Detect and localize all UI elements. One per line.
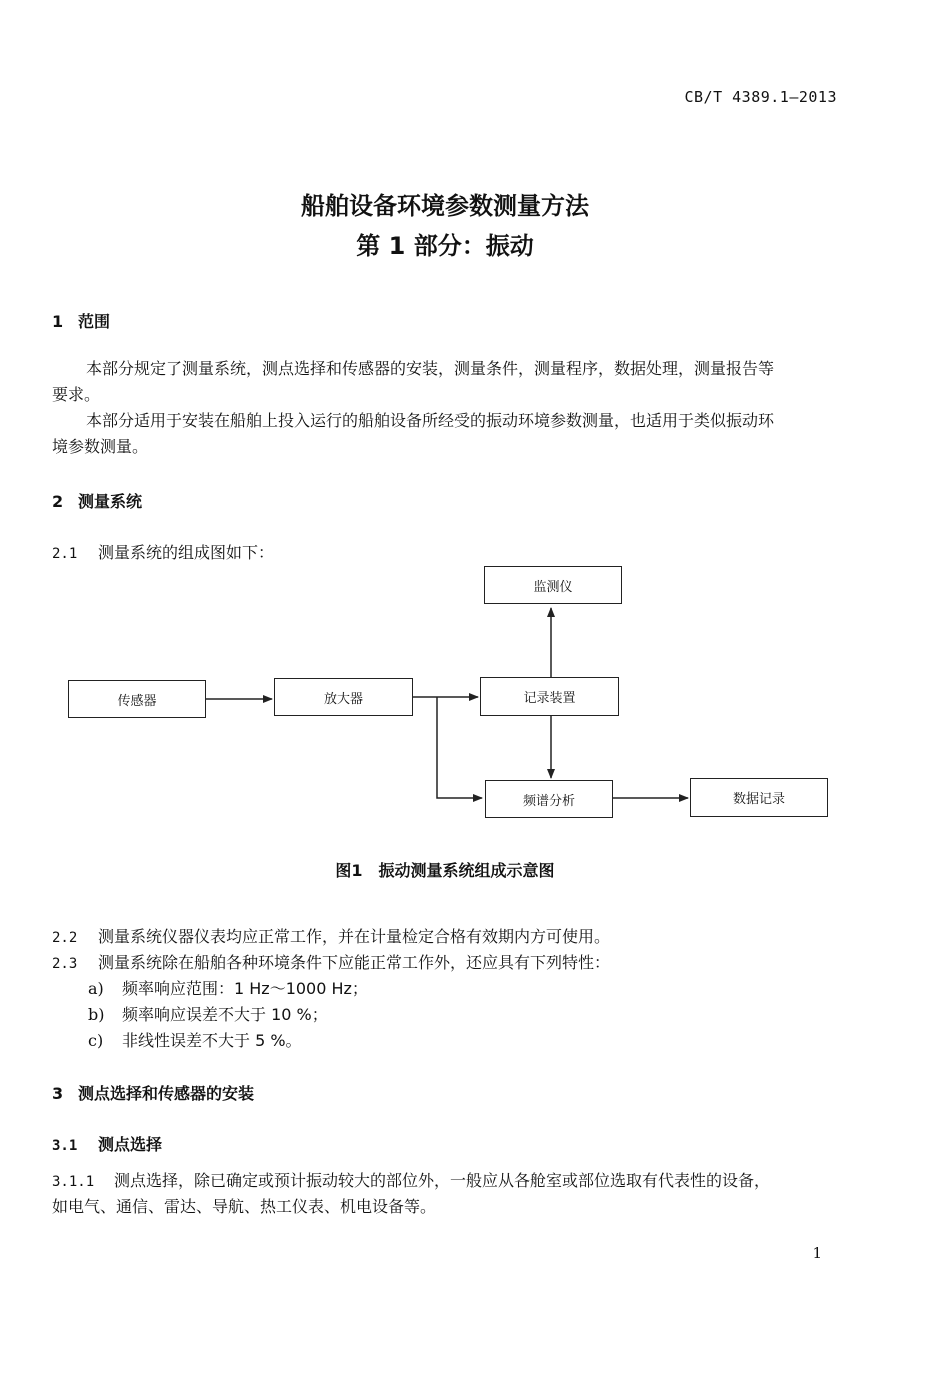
list-item-a bbox=[88, 976, 368, 999]
clause-number: 3.1.1 bbox=[52, 1174, 95, 1190]
clause-text: 测量系统除在船舶各种环境条件下应能正常工作外，还应具有下列特性： bbox=[98, 953, 611, 972]
clause-3-1 bbox=[52, 1132, 162, 1155]
clause-2-2 bbox=[52, 924, 610, 947]
clause-number: 2.3 bbox=[52, 956, 78, 972]
list-item-c bbox=[88, 1028, 302, 1051]
list-text: 频率响应误差不大于 10 %； bbox=[122, 1005, 328, 1024]
section-number: 3 bbox=[52, 1084, 64, 1103]
list-text: 频率响应范围：1 Hz～1000 Hz； bbox=[122, 979, 368, 998]
box-data-record bbox=[690, 778, 828, 817]
clause-number: 3.1 bbox=[52, 1138, 78, 1154]
clause-text: 测量系统仪器仪表均应正常工作，并在计量检定合格有效期内方可使用。 bbox=[98, 927, 611, 946]
paragraph-line: 境参数测量。 bbox=[52, 437, 149, 456]
list-mark: b) bbox=[88, 1005, 105, 1024]
document-subtitle: 第 1 部分：振动 bbox=[356, 232, 534, 260]
list-mark: a) bbox=[88, 979, 104, 998]
page-number: 1 bbox=[812, 1244, 822, 1262]
section-number: 2 bbox=[52, 492, 64, 511]
box-sensor bbox=[68, 680, 206, 718]
paragraph-line: 要求。 bbox=[52, 385, 101, 404]
box-label: 记录装置 bbox=[523, 691, 576, 706]
box-monitor bbox=[484, 566, 622, 604]
clause-number: 2.2 bbox=[52, 930, 78, 946]
clause-number: 2.1 bbox=[52, 546, 78, 562]
section-title: 测点选择和传感器的安装 bbox=[78, 1084, 255, 1103]
box-label: 数据记录 bbox=[732, 792, 785, 807]
section-number: 1 bbox=[52, 312, 64, 331]
clause-3-1-1 bbox=[52, 1168, 770, 1191]
box-label: 放大器 bbox=[323, 691, 363, 707]
box-label: 传感器 bbox=[117, 693, 157, 709]
figure-caption: 图1 振动测量系统组成示意图 bbox=[335, 861, 555, 880]
box-amplifier bbox=[274, 678, 413, 716]
list-text: 非线性误差不大于 5 %。 bbox=[122, 1031, 302, 1050]
section-title: 测量系统 bbox=[78, 492, 143, 511]
clause-text: 测点选择 bbox=[98, 1135, 163, 1154]
clause-text: 测量系统的组成图如下： bbox=[98, 543, 275, 562]
clause-text: 测点选择，除已确定或预计振动较大的部位外，一般应从各舱室或部位选取有代表性的设备， bbox=[114, 1171, 771, 1190]
box-spectrum-analysis bbox=[485, 780, 613, 818]
paragraph-line: 本部分适用于安装在船舶上投入运行的船舶设备所经受的振动环境参数测量，也适用于类似振动环 bbox=[86, 411, 775, 430]
box-label: 监测仪 bbox=[533, 579, 573, 595]
paragraph-line: 如电气、通信、雷达、导航、热工仪表、机电设备等。 bbox=[52, 1197, 437, 1216]
arrow-amplifier-to-spectrum bbox=[437, 697, 482, 798]
list-item-b bbox=[88, 1002, 328, 1025]
standard-code: CB/T 4389.1—2013 bbox=[684, 88, 837, 106]
paragraph-line: 本部分规定了测量系统，测点选择和传感器的安装，测量条件，测量程序，数据处理，测量报告等 bbox=[86, 359, 775, 378]
clause-2-3 bbox=[52, 950, 610, 973]
box-recorder bbox=[480, 677, 619, 716]
box-label: 频谱分析 bbox=[522, 793, 575, 809]
list-mark: c) bbox=[88, 1031, 104, 1050]
section-title: 范围 bbox=[78, 312, 111, 331]
section-3-heading bbox=[52, 1081, 254, 1104]
document-title: 船舶设备环境参数测量方法 bbox=[301, 192, 589, 220]
